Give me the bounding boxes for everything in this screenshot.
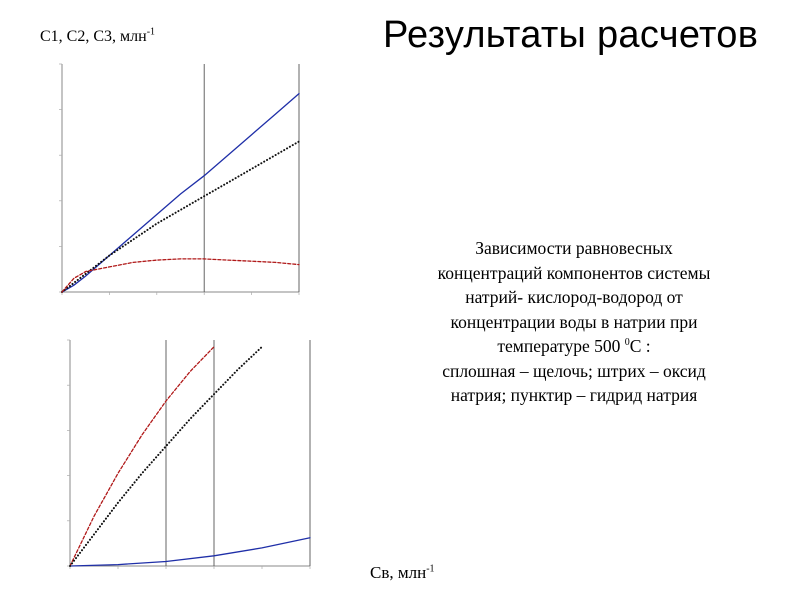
page-title: Результаты расчетов	[383, 14, 759, 56]
series-line-dotted	[62, 142, 299, 293]
temperature-exponent: 0	[624, 337, 630, 349]
description-line-temperature	[394, 334, 754, 359]
y-axis-label	[40, 28, 155, 46]
y-axis-label-exponent: -1	[146, 26, 156, 38]
series-line-dashed	[62, 259, 299, 292]
y-axis-label-text: С1, С2, С3, млн	[40, 28, 147, 45]
x-axis-label-text: Св, млн	[370, 563, 427, 582]
series-line-solid	[70, 538, 310, 566]
description-line: натрия; пунктир – гидрид натрия	[450, 385, 698, 405]
x-axis-label	[370, 563, 435, 583]
description-line: концентраций компонентов системы	[437, 262, 711, 283]
x-axis-label-exponent: -1	[426, 563, 435, 575]
description-line: сплошная – щелочь; штрих – оксид	[442, 360, 706, 381]
description-line: Зависимости равновесных	[475, 238, 673, 258]
chart-description	[394, 236, 754, 408]
series-line-dashed	[70, 347, 214, 566]
bottom-chart	[70, 340, 315, 568]
description-line: концентрации воды в натрии при	[450, 311, 698, 332]
top-chart	[62, 64, 306, 294]
temperature-text: температуре 500	[497, 336, 625, 356]
description-line: натрий- кислород-водород от	[465, 287, 683, 307]
temperature-unit: С :	[629, 336, 651, 356]
